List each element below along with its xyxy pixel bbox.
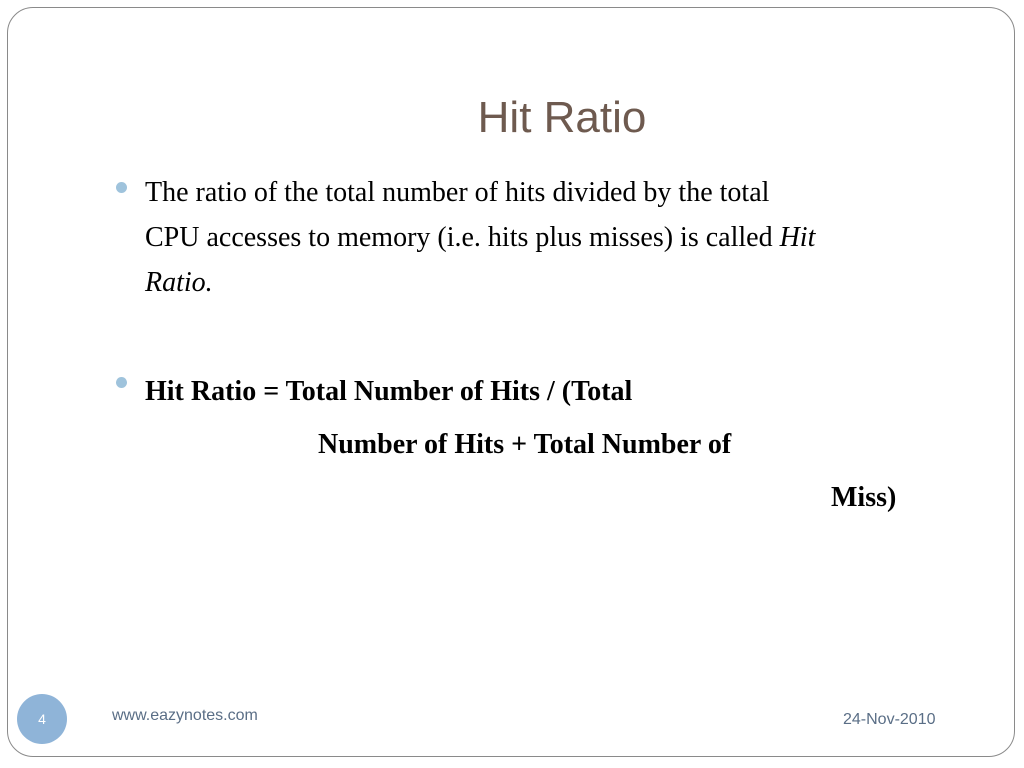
bullet-1-line-1: The ratio of the total number of hits divided by the total (145, 177, 770, 208)
page-number-badge: 4 (17, 694, 67, 744)
bullet-dot-2 (116, 377, 127, 388)
bullet-1-line-2 (145, 215, 945, 260)
slide-title: Hit Ratio (477, 93, 647, 142)
bullet-1-line-2-italic: Hit (779, 222, 816, 253)
formula-line-1: Hit Ratio = Total Number of Hits / (Total (145, 376, 633, 407)
bullet-2-formula (145, 365, 925, 524)
formula-line-3: Miss) (831, 482, 897, 513)
bullet-1 (145, 170, 945, 305)
bullet-dot-1 (116, 182, 127, 193)
footer-date: 24-Nov-2010 (843, 711, 936, 728)
footer-url: www.eazynotes.com (112, 707, 258, 724)
bullet-1-line-3: Ratio. (145, 267, 213, 298)
formula-line-2: Number of Hits + Total Number of (318, 429, 732, 460)
bullet-1-line-2-text: CPU accesses to memory (i.e. hits plus misses) is called (145, 222, 780, 253)
